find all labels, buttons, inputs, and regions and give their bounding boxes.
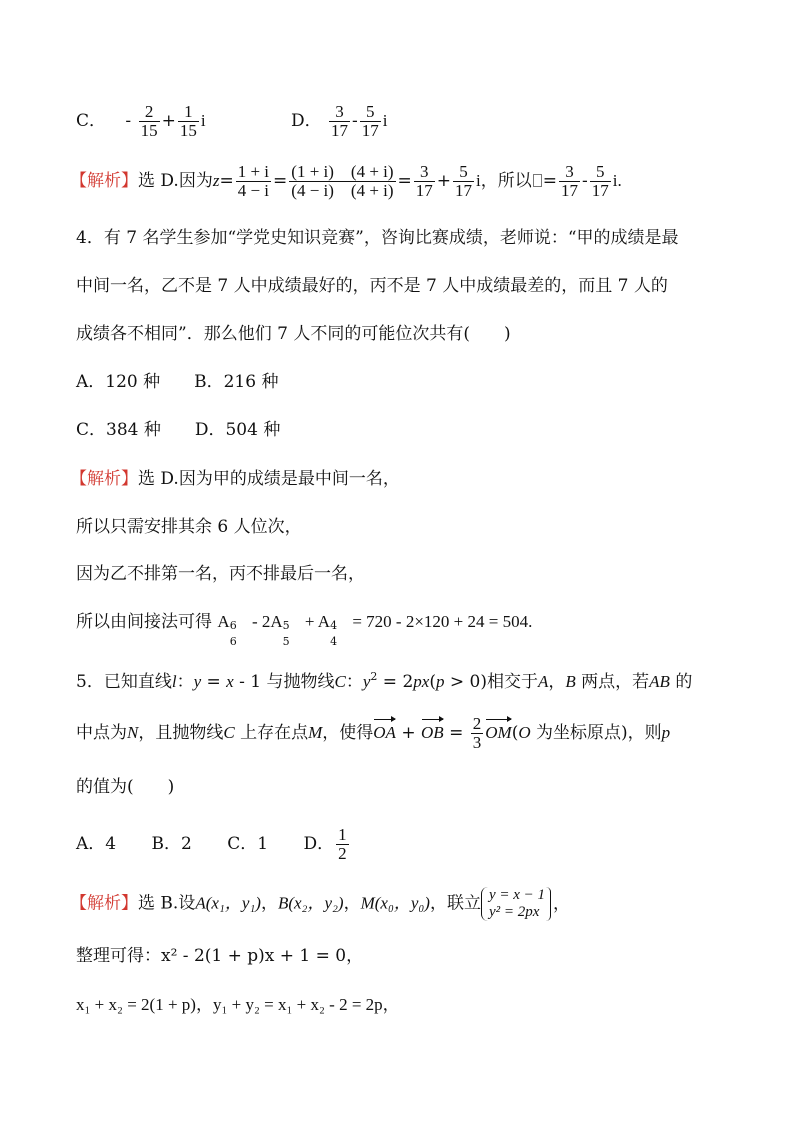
q5-line1: 5．已知直线l：y = x - 1 与抛物线C：$y^2 = 2px(p > 0)$相交于A，B 两点，若AB 的: [76, 670, 693, 692]
solution-5-line1: 【解析】选 B.设A(x₁，y₁)，B(x₂，y₂)，M(x₀，y₀)，联立 y = x − 1 y² = 2px ，: [70, 887, 571, 920]
solution-3-end: i.: [612, 171, 622, 190]
option-d-frac1: $\frac{3}{17}$: [331, 102, 349, 140]
solution-5-line3: x₁ + x₂ = 2(1 + p)，y₁ + y₂ = x₁ + x₂ - 2 = 2p，: [76, 995, 400, 1014]
solution-4-line3: 因为乙不排第一名，丙不排最后一名，: [76, 564, 365, 584]
sol3-frac4: $\frac{5}{17}$: [455, 162, 473, 200]
imag-unit: i: [476, 171, 481, 190]
perm-a: A: [217, 612, 230, 631]
q5-options: [76, 826, 351, 863]
solution-4-lead: 所以由间接法可得: [76, 612, 218, 632]
plus-sign: +: [300, 612, 318, 631]
equation-system: y = x − 1 y² = 2px: [481, 887, 545, 921]
sol3-frac1: $\frac{1 + i}{4 - i}$: [237, 162, 270, 200]
minus-sign: -: [582, 171, 588, 191]
q5-option-b: B．2: [151, 834, 192, 854]
q5-option-d-frac: $\frac{1}{2}$: [338, 825, 347, 863]
solution-3-sep: ，所以: [480, 171, 532, 191]
solution-3-lead: 选 D.因为: [138, 171, 213, 191]
q5-line3: 的值为( ): [76, 777, 175, 797]
vector-om: OM: [485, 721, 511, 745]
sol3-frac3: $\frac{3}{17}$: [415, 162, 433, 200]
option-d-i: i: [382, 111, 388, 130]
missing-glyph-icon: [533, 174, 542, 187]
solution-4-text1: 选 D.因为甲的成绩是最中间一名，: [138, 469, 400, 489]
q5-option-c: C．1: [227, 834, 269, 854]
option-c-frac2: $\frac{1}{15}$: [179, 102, 197, 140]
sol3-frac2: $\frac{(1 + i) (4 + i)}{(4 - i) (4 + i)}$: [291, 162, 394, 200]
solution-3: [70, 163, 622, 200]
solution-tag: 【解析】: [70, 469, 138, 489]
equals-sign: =: [273, 171, 288, 191]
option-c-i: i: [200, 111, 206, 130]
vector-ob: OB: [421, 721, 444, 745]
solution-tag: 【解析】: [70, 171, 138, 191]
option-c-label: C．: [76, 111, 107, 131]
sol3-frac5: $\frac{3}{17}$: [561, 162, 579, 200]
perm-a: A: [317, 612, 331, 631]
option-c-frac1: $\frac{2}{15}$: [140, 102, 158, 140]
option-d-frac2: $\frac{5}{17}$: [361, 102, 379, 140]
option-c-sign: -: [125, 111, 132, 131]
q4-line3: 成绩各不相同”．那么他们 7 人不同的可能位次共有( ): [76, 324, 511, 344]
option-d-label: D．: [290, 111, 322, 131]
q5-line2: 中点为N，且抛物线C 上存在点M，使得OA + OB = $\frac{2}{3}$ OM(O 为坐标原点)，则p: [76, 714, 671, 752]
q5-option-a: A．4: [76, 834, 117, 854]
options-c-d: [76, 103, 388, 140]
equals-sign: =: [397, 171, 412, 191]
q4-line1: 4．有 7 名学生参加“学党史知识竞赛”，咨询比赛成绩，老师说：“甲的成绩是最: [76, 228, 679, 248]
vector-oa: OA: [373, 721, 396, 745]
option-c-plus: +: [161, 111, 176, 131]
q4-options-cd: C．384 种 D．504 种: [76, 420, 281, 440]
var-z: z: [212, 171, 220, 190]
solution-4-line2: 所以只需安排其余 6 人位次，: [76, 517, 302, 537]
equals-sign: =: [219, 171, 234, 191]
q5-frac: $\frac{2}{3}$: [472, 714, 482, 752]
solution-5-line2: 整理可得：x² - 2(1 + p)x + 1 = 0，: [76, 946, 364, 966]
equals-sign: =: [542, 171, 558, 191]
solution-4-tail: = 720 - 2×120 + 24 = 504.: [348, 612, 533, 631]
option-d-minus: -: [352, 111, 358, 131]
q4-options-ab: A．120 种 B．216 种: [76, 372, 279, 392]
q4-line2: 中间一名，乙不是 7 人中成绩最好的，丙不是 7 人中成绩最差的，而且 7 人的: [76, 276, 668, 296]
solution-tag: 【解析】: [70, 893, 138, 914]
sol3-frac6: $\frac{5}{17}$: [591, 162, 609, 200]
q5-option-d: D．: [303, 834, 335, 854]
perm-a: A: [270, 612, 283, 631]
solution-4-line1: [70, 467, 400, 491]
plus-sign: +: [436, 171, 452, 191]
minus-two: - 2: [247, 612, 271, 631]
solution-4-line4: 所以由间接法可得 A 6 6 - 2A 5 5 + A 4 4 = 720 - 2×120 + 24 = 504.: [76, 612, 533, 648]
